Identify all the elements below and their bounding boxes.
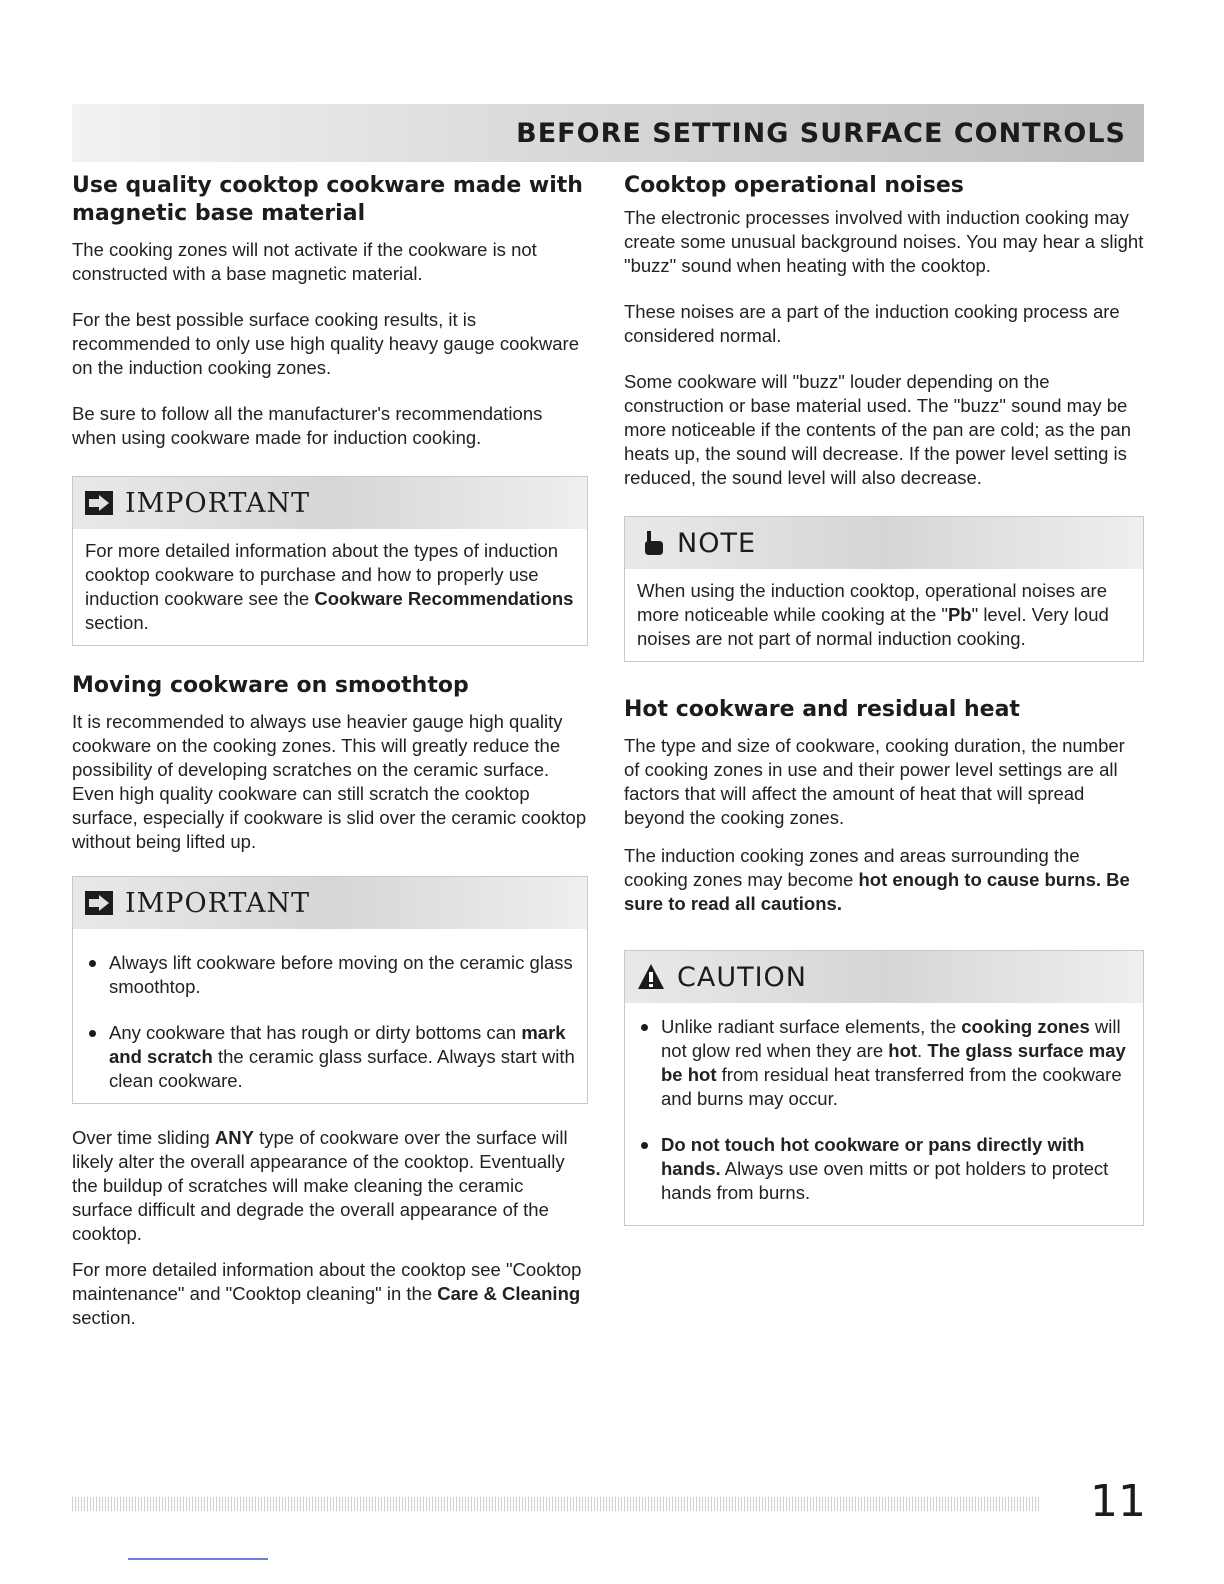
bullet-item: Unlike radiant surface elements, the cooking zones will not glow red when they are hot. The glass surface may be hot from residual heat transferred from the cookware and burns may occur. <box>637 1015 1131 1111</box>
paragraph: The electronic processes involved with induction cooking may create some unusual background noises. You may hear a slight "buzz" sound when heating with the cooktop. <box>624 207 1144 276</box>
heading-operational-noises: Cooktop operational noises <box>624 173 964 198</box>
important-box-2 <box>72 876 588 1104</box>
care-cleaning-ref: Care & Cleaning <box>437 1283 581 1304</box>
paragraph: Some cookware will "buzz" louder depending on the construction or base material used. The "buzz" sound may be more noticeable if the contents of the pan are cold; as the pan heats up, the sound will decrease. If the power level setting is reduced, the sound level will also decrease. <box>624 371 1132 488</box>
important-text: For more detailed information about the types of induction cooktop cookware to purchase and how to properly use induction cookware see the Cookware Recommendations section. <box>85 540 574 633</box>
paragraph: These noises are a part of the induction cooking process are considered normal. <box>624 301 1120 346</box>
important-box <box>72 476 588 646</box>
page-number: 11 <box>1090 1476 1146 1527</box>
paragraph: The type and size of cookware, cooking duration, the number of cooking zones in use and their power level settings are all factors that will affect the amount of heat that will spread beyond the cooking zones. <box>624 735 1125 828</box>
paragraph: For more detailed information about the cooktop see "Cooktop maintenance" and "Cooktop cleaning" in the Care & Cleaning section. <box>72 1259 582 1328</box>
banner-title: BEFORE SETTING SURFACE CONTROLS <box>516 117 1126 149</box>
footer-line <box>128 1558 268 1560</box>
paragraph: The cooking zones will not activate if the cookware is not constructed with a base magnetic material. <box>72 239 537 284</box>
left-column <box>72 172 588 1352</box>
bullet-item: Always lift cookware before moving on the ceramic glass smoothtop. <box>85 951 575 999</box>
bullet-item: Do not touch hot cookware or pans directly with hands. Always use oven mitts or pot holders to protect hands from burns. <box>637 1133 1131 1205</box>
heading-hot-cookware: Hot cookware and residual heat <box>624 697 1020 722</box>
arrow-right-icon <box>85 889 113 917</box>
important-header <box>73 477 587 529</box>
paragraph: The induction cooking zones and areas surrounding the cooking zones may become hot enough to cause burns. Be sure to read all cautions. <box>624 845 1130 914</box>
warning-icon <box>637 963 665 991</box>
paragraph: It is recommended to always use heavier gauge high quality cookware on the cooking zones. This will greatly reduce the possibility of developing scratches on the ceramic surface. Even high quality cookware can still scratch the cooktop surface, especially if cookware is slid over the ceramic cooktop without being lifted up. <box>72 711 587 852</box>
heading-quality-cookware: Use quality cooktop cookware made with magnetic base material <box>72 173 583 226</box>
note-title: NOTE <box>677 527 757 559</box>
paragraph: Over time sliding ANY type of cookware over the surface will likely alter the overall appearance of the cooktop. Eventually the buildup of scratches will make cleaning the ceramic surface difficult and degrade the overall appearance of the cooktop. <box>72 1127 568 1244</box>
caution-title: CAUTION <box>677 961 807 993</box>
pointing-hand-icon <box>637 529 665 557</box>
important-title: IMPORTANT <box>125 487 311 519</box>
important-title: IMPORTANT <box>125 887 311 919</box>
paragraph: Be sure to follow all the manufacturer's recommendations when using cookware made for induction cooking. <box>72 403 543 448</box>
heading-moving-cookware: Moving cookware on smoothtop <box>72 673 469 698</box>
right-column <box>624 172 1144 1248</box>
arrow-right-icon <box>85 489 113 517</box>
note-text: When using the induction cooktop, operational noises are more noticeable while cooking at the "Pb" level. Very loud noises are not part of normal induction cooking. <box>637 580 1109 649</box>
important-header <box>73 877 587 929</box>
paragraph: For the best possible surface cooking results, it is recommended to only use high quality heavy gauge cookware on the induction cooking zones. <box>72 309 580 378</box>
bullet-item: Any cookware that has rough or dirty bottoms can mark and scratch the ceramic glass surface. Always start with clean cookware. <box>85 1021 575 1093</box>
cookware-recommendations-ref: Cookware Recommendations <box>314 588 574 609</box>
note-box <box>624 516 1144 662</box>
caution-header <box>625 951 1143 1003</box>
footer-bar <box>72 1497 1040 1511</box>
note-header <box>625 517 1143 569</box>
caution-box <box>624 950 1144 1226</box>
section-banner <box>72 104 1144 162</box>
